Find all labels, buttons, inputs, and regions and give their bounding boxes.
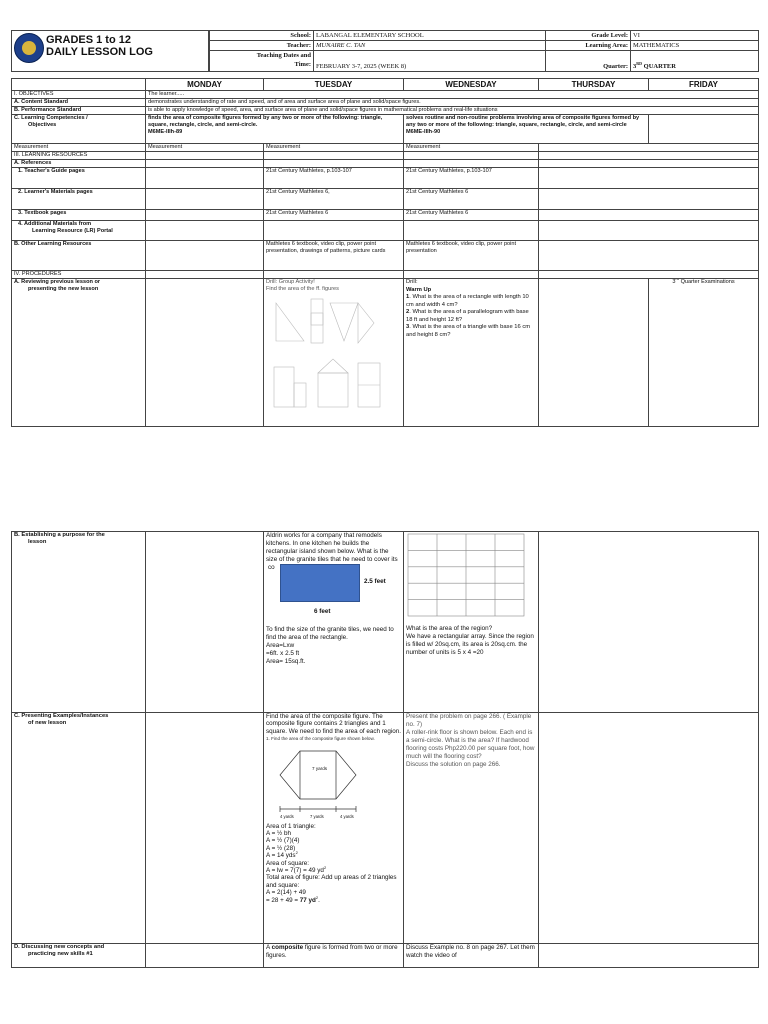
discussing-tue — [264, 944, 404, 968]
cut-off-text: co — [268, 564, 275, 571]
drill-label: Drill: — [406, 279, 418, 285]
quarter-num: 3 — [633, 63, 637, 70]
discussing-mon — [146, 944, 264, 968]
area-value: MATHEMATICS — [631, 41, 759, 51]
dates-label — [210, 51, 314, 72]
additional-materials-wed — [404, 221, 539, 241]
info-table — [209, 30, 759, 72]
lesson-log-table — [11, 78, 759, 427]
day-wednesday: WEDNESDAY — [404, 79, 539, 91]
composite-intro: Find the area of the composite figure. The composite figure contains 2 triangles and 1 square. We need to find the area of each region. — [266, 713, 402, 735]
discussing-label — [12, 944, 146, 968]
total-area-answer: 77 yd — [299, 896, 316, 904]
warmup-q3 — [406, 324, 536, 339]
additional-materials-thu-fri — [539, 221, 759, 241]
procedures-mon — [146, 271, 264, 279]
other-resources-mon — [146, 241, 264, 271]
resources-mon — [146, 152, 264, 160]
hexagon-composite-drawing — [276, 743, 372, 823]
dates-label-2: Time: — [294, 61, 311, 68]
reviewing-fri — [649, 279, 759, 427]
warmup-q1 — [406, 294, 536, 309]
q3-text: . What is the area of a triangle with base 16 cm and height 8 cm? — [406, 324, 531, 338]
reviewing-mon — [146, 279, 264, 427]
measurement-tue: Measurement — [264, 144, 404, 152]
teachers-guide-wed: 21st Century Mathletes, p.103-107 — [404, 168, 539, 189]
title-line2: DAILY LESSON LOG — [46, 46, 153, 58]
q1-number: 1 — [406, 294, 410, 300]
warm-up-label: Warm Up — [406, 286, 432, 293]
q1-text: . What is the area of a rectangle with length 10 cm and width 4 cm? — [406, 294, 529, 308]
aldrin-problem: Aldrin works for a company that remodels kitchens. In one kitchen he builds the rectangular island shown below. What is the size of the granite tiles that he need to cover its — [266, 532, 398, 563]
references-wed — [404, 160, 539, 168]
teachers-guide-mon — [146, 168, 264, 189]
warmup-q2 — [406, 309, 536, 324]
reviewing-thu — [539, 279, 649, 427]
references-thu-fri — [539, 160, 759, 168]
total-area-result: = 28 + 49 = 77 $yd^2$. — [266, 894, 320, 904]
procedures-wed — [404, 271, 539, 279]
presenting-label-2: of new lesson — [28, 720, 67, 726]
reviewing-wed — [404, 279, 539, 427]
reviewing-label-2: presenting the new lesson — [28, 286, 99, 292]
square-area-heading: Area of square: — [266, 859, 310, 867]
measurement-label: Measurement — [12, 144, 146, 152]
presenting-label — [12, 713, 146, 944]
other-resources-label: B. Other Learning Resources — [12, 241, 146, 271]
day-thursday: THURSDAY — [539, 79, 649, 91]
triangle-step: A = ½ (28) — [266, 844, 296, 852]
quarter-value — [631, 51, 759, 72]
triangle-area-heading: Area of 1 triangle: — [266, 822, 316, 830]
quarter-text: QUARTER — [642, 63, 676, 70]
figures-worksheet-image — [266, 293, 396, 411]
discussing-label-2: practicing new skills #1 — [28, 951, 93, 957]
composite-figure — [266, 743, 401, 823]
reviewing-tue — [264, 279, 404, 427]
presenting-mon — [146, 713, 264, 944]
sup-2b: 2 — [323, 864, 327, 870]
sup-2c: 2 — [315, 894, 319, 900]
additional-materials-label-2: Learning Resource (LR) Portal — [32, 228, 113, 234]
additional-materials-label — [12, 221, 146, 241]
logo-box — [11, 30, 209, 72]
quarter-label: Quarter: — [546, 51, 631, 72]
day-friday: FRIDAY — [649, 79, 759, 91]
school-value: LABANGAL ELEMENTARY SCHOOL — [314, 31, 546, 41]
day-tuesday: TUESDAY — [264, 79, 404, 91]
references-mon — [146, 160, 264, 168]
teacher-value: MUNAIRE C. TAN — [314, 41, 546, 51]
triangle-result-text: A = 14 yds — [266, 852, 296, 860]
q2-text: . What is the area of a parallelogram with base 18 ft and height 12 ft? — [406, 309, 529, 323]
rectangular-array-grid — [406, 532, 526, 618]
additional-materials-label-1: 4. Additional Materials from — [18, 221, 92, 227]
resources-wed — [404, 152, 539, 160]
procedures-heading: IV. PROCEDURES — [12, 271, 146, 279]
dim-left-label: 4 yards — [280, 813, 294, 819]
competency-wed-thu-text: solves routine and non-routine problems involving area of composite figures formed by any two or more of the following: triangle, square, rectangle, circle, and semi-circle — [406, 115, 640, 128]
school-label: School: — [210, 31, 314, 41]
total-area-heading: Total area of figure: Add up areas of 2 triangles and square: — [266, 874, 397, 889]
textbook-pages-label: 3. Textbook pages — [12, 210, 146, 221]
dates-value: FEBRUARY 3-7, 2025 (WEEK 8) — [314, 51, 546, 72]
discussing-label-1: D. Discussing new concepts and — [14, 944, 105, 950]
composite-def-rest: figure is formed from two or more figures. — [266, 944, 398, 959]
fri-quarter-num: 3 — [672, 279, 676, 285]
grade-label: Grade Level: — [546, 31, 631, 41]
competency-mon-code: M6ME-IIIh-89 — [148, 129, 183, 135]
teacher-label: Teacher: — [210, 41, 314, 51]
solution-intro: To find the size of the granite tiles, we need to find the area of the rectangle. — [266, 626, 394, 641]
competencies-label-2: Objectives — [28, 122, 57, 128]
q3-number: 3 — [406, 324, 410, 330]
presenting-wed: Present the problem on page 266. ( Example no. 7) A roller-rink floor is shown below. Each end is a semi-circle. What is the area? If hardwood flooring costs Php220.00 per square foot, how much will the flooring cost? Discuss the solution on page 266. — [404, 713, 539, 944]
references-tue — [264, 160, 404, 168]
teachers-guide-label: 1. Teacher's Guide pages — [12, 168, 146, 189]
textbook-pages-tue: 21st Century Mathletes 6 — [264, 210, 404, 221]
lesson-log-table-continued — [11, 531, 759, 968]
learner-text: The learner..... — [146, 91, 759, 99]
triangle-formula: A = ½ bh — [266, 830, 292, 838]
learners-materials-wed: 21st Century Mathletes 6 — [404, 189, 539, 210]
square-side-label: 7 yards — [312, 765, 328, 771]
drill-group-activity: Drill: Group Activity! — [266, 279, 315, 285]
q2-number: 2 — [406, 309, 410, 315]
bottom-length-label: 6 feet — [314, 608, 331, 615]
competency-wed-code: M6ME-IIIh-90 — [406, 129, 441, 135]
presenting-label-1: C. Presenting Examples/Instances — [14, 713, 109, 719]
sup-2: 2 — [295, 850, 298, 856]
measurement-wed: Measurement — [404, 144, 539, 152]
purpose-tue — [264, 532, 404, 713]
purpose-label-2: lesson — [28, 539, 47, 545]
content-standard-label: A. Content Standard — [12, 99, 146, 107]
composite-def-term: composite — [271, 944, 304, 951]
square-result-text: A = lw = 7(7) = 49 yd — [266, 867, 324, 875]
discussing-thu-fri — [539, 944, 759, 968]
learners-materials-label: 2. Learner's Materials pages — [12, 189, 146, 210]
composite-caption: 1. Find the area of the composite figure shown below. — [266, 736, 375, 742]
island-diagram — [266, 564, 401, 615]
quarter-sup: RD — [636, 60, 643, 66]
competencies-label-1: C. Learning Competencies / — [14, 115, 88, 121]
procedures-tue — [264, 271, 404, 279]
total-area-step: A = 2(14) + 49 — [266, 889, 306, 897]
resources-tue — [264, 152, 404, 160]
resources-heading: III. LEARNING RESOURCES — [12, 152, 146, 160]
array-explanation: We have a rectangular array. Since the region is filled w/ 20sq.cm, its area is 20sq.cm. the number of units is 5 x 4 =20 — [406, 633, 534, 656]
other-resources-thu-fri — [539, 241, 759, 271]
island-rectangle — [280, 564, 360, 602]
grade-value: VI — [631, 31, 759, 41]
additional-materials-tue — [264, 221, 404, 241]
competencies-label — [12, 115, 146, 144]
presenting-thu-fri — [539, 713, 759, 944]
textbook-pages-thu-fri — [539, 210, 759, 221]
teachers-guide-tue: 21st Century Mathletes, p.103-107 — [264, 168, 404, 189]
references-label: A. References — [12, 160, 146, 168]
purpose-label — [12, 532, 146, 713]
fri-quarter-exam: Quarter Examinations — [679, 279, 735, 285]
composite-def-prefix: A — [266, 944, 272, 951]
measurement-thu-fri — [539, 144, 759, 152]
competency-mon-tue — [146, 115, 404, 144]
corner-cell — [12, 79, 146, 91]
measurement-mon: Measurement — [146, 144, 264, 152]
triangle-substitution: A = ½ (7)(4) — [266, 837, 300, 845]
fri-quarter-sup: rd — [675, 278, 680, 282]
competency-wed-thu — [404, 115, 649, 144]
procedures-thu-fri — [539, 271, 759, 279]
performance-standard-label: B. Performance Standard — [12, 107, 146, 115]
textbook-pages-mon — [146, 210, 264, 221]
competency-fri — [649, 115, 759, 144]
performance-standard-text: is able to apply knowledge of speed, area, and surface area of plane and solid/space figures in mathematical problems and real-life situations — [146, 107, 759, 115]
solution-formula: Area=Lxw — [266, 642, 295, 649]
reviewing-label — [12, 279, 146, 427]
other-resources-tue: Mathletes 6 textbook, video clip, power point presentation, drawings of patterns, picture cards — [264, 241, 404, 271]
find-area-instruction: Find the area of the ff. figures — [266, 286, 339, 292]
area-label: Learning Area: — [546, 41, 631, 51]
teachers-guide-thu-fri — [539, 168, 759, 189]
content-standard-text: demonstrates understanding of rate and speed, and of area and surface area of plane and solid/space figures. — [146, 99, 759, 107]
objectives-heading: I. OBJECTIVES — [12, 91, 146, 99]
learners-materials-tue: 21st Century Mathletes 6, — [264, 189, 404, 210]
purpose-mon — [146, 532, 264, 713]
triangle-result — [266, 852, 401, 859]
learners-materials-thu-fri — [539, 189, 759, 210]
dim-center-label: 7 yards — [310, 813, 324, 819]
resources-thu-fri — [539, 152, 759, 160]
reviewing-label-1: A. Reviewing previous lesson or — [14, 279, 101, 285]
dim-right-label: 4 yards — [340, 813, 354, 819]
title-line1: GRADES 1 to 12 — [46, 34, 131, 46]
discussing-wed: Discuss Example no. 8 on page 267. Let them watch the video of — [404, 944, 539, 968]
textbook-pages-wed: 21st Century Mathletes 6 — [404, 210, 539, 221]
solution-answer: Area= 15sq.ft. — [266, 658, 306, 665]
side-length-label: 2.5 feet — [364, 578, 386, 585]
square-result — [266, 864, 401, 875]
solution-substitution: =6ft. x 2.5 ft — [266, 650, 300, 657]
competency-mon-tue-text: finds the area of composite figures formed by any two or more of the following: triangle, square, rectangle, circle, and semi-circle. — [148, 115, 383, 128]
purpose-thu-fri — [539, 532, 759, 713]
dates-label-1: Teaching Dates and — [256, 52, 311, 59]
total-area-prefix: = 28 + 49 = — [266, 896, 300, 904]
presenting-tue — [264, 713, 404, 944]
other-resources-wed: Mathletes 6 textbook, video clip, power point presentation — [404, 241, 539, 271]
purpose-label-1: B. Establishing a purpose for the — [14, 532, 105, 538]
day-monday: MONDAY — [146, 79, 264, 91]
additional-materials-mon — [146, 221, 264, 241]
array-question: What is the area of the region? — [406, 625, 493, 632]
learners-materials-mon — [146, 189, 264, 210]
purpose-wed — [404, 532, 539, 713]
